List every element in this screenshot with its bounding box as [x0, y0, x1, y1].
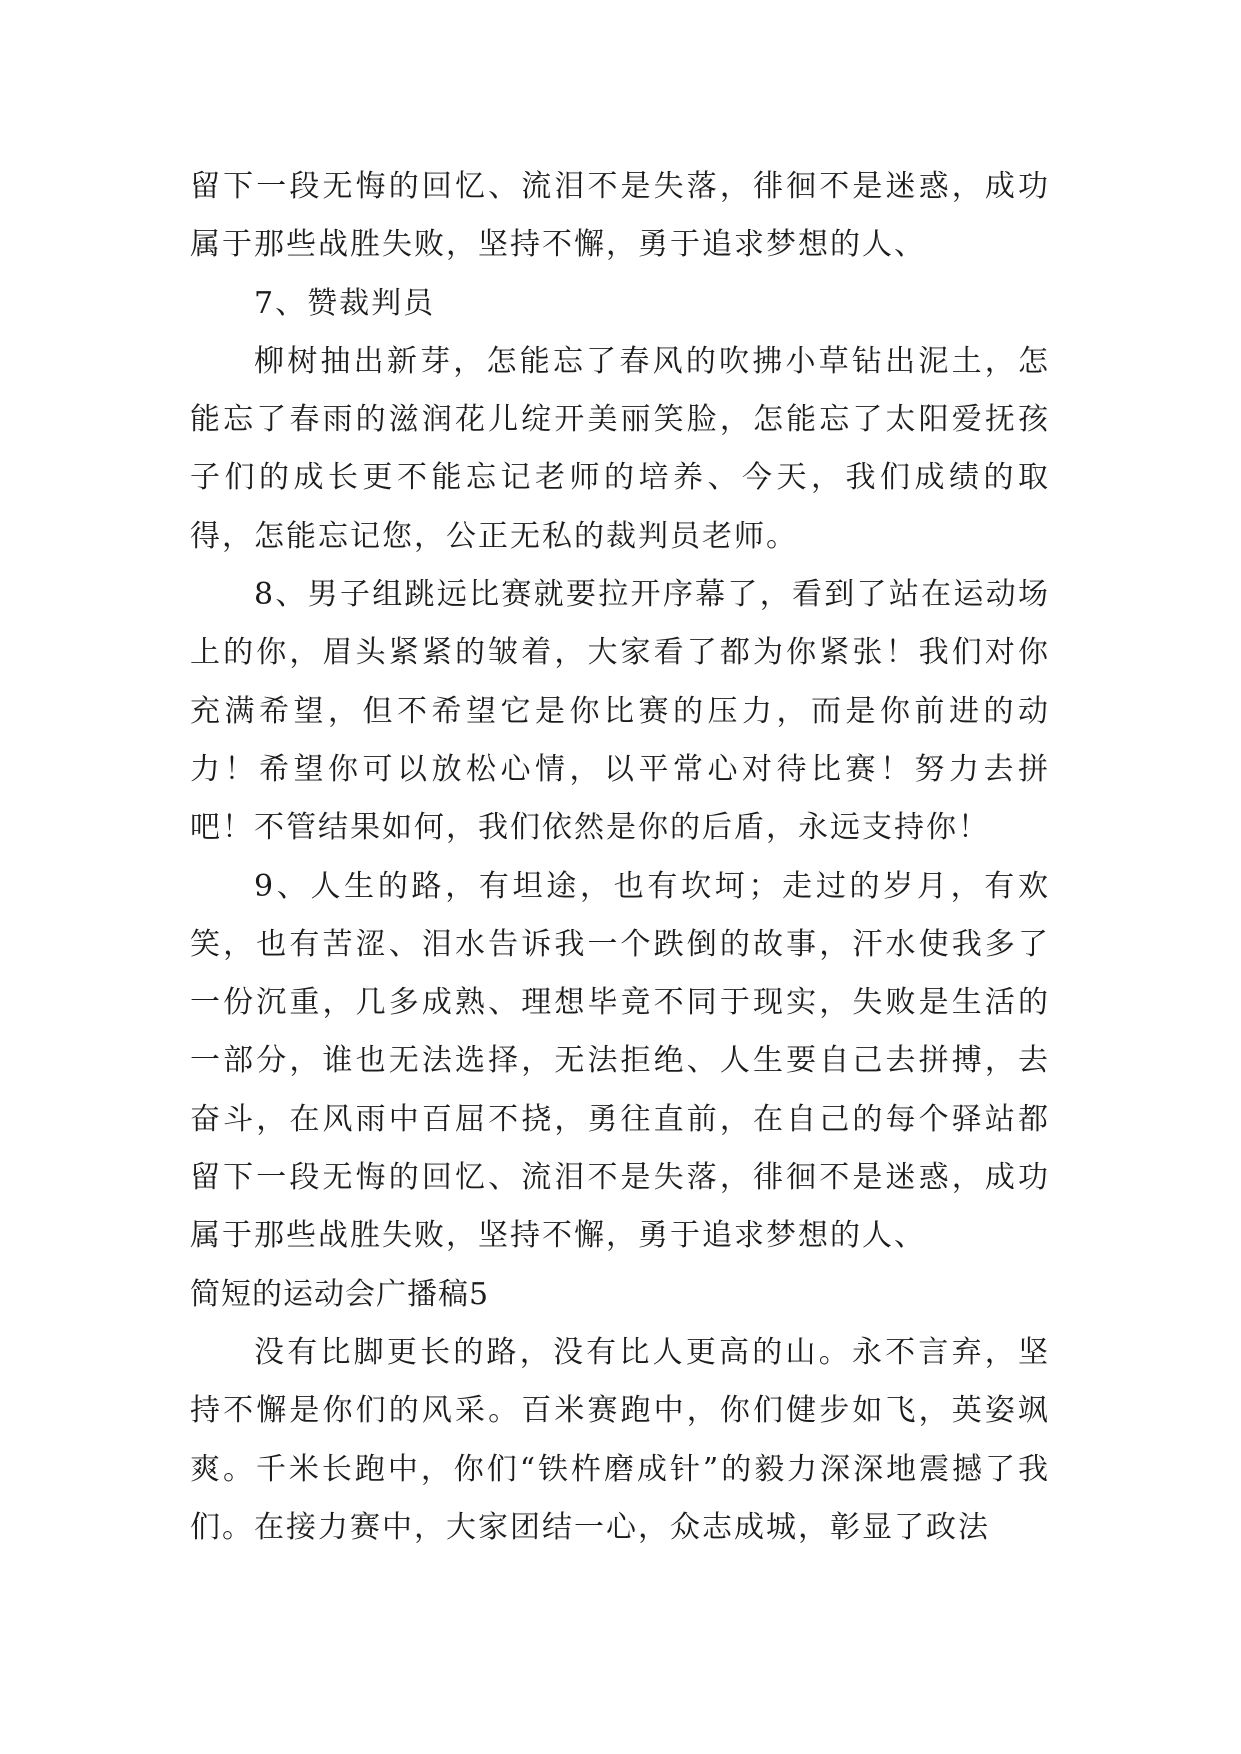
- document-body: [190, 158, 1050, 1557]
- section-title-7: 7、赞裁判员: [254, 285, 436, 321]
- paragraph-continued: 留下一段无悔的回忆、流泪不是失落，徘徊不是迷惑，成功属于那些战胜失败，坚持不懈，勇于追求梦想的人、: [190, 169, 1050, 263]
- paragraph-9-life-road: 9、人生的路，有坦途，也有坎坷；走过的岁月，有欢笑，也有苦涩、泪水告诉我一个跌倒的故事，汗水使我多了一份沉重，几多成熟、理想毕竟不同于现实，失败是生活的一部分，谁也无法选择，无法拒绝、人生要自己去拼搏，去奋斗，在风雨中百屈不挠，勇往直前，在自己的每个驿站都留下一段无悔的回忆、流泪不是失落，徘徊不是迷惑，成功属于那些战胜失败，坚持不懈，勇于追求梦想的人、: [190, 868, 1050, 1254]
- section-heading-broadcast-5: 简短的运动会广播稿5: [190, 1276, 490, 1312]
- paragraph-8-long-jump: 8、男子组跳远比赛就要拉开序幕了，看到了站在运动场上的你，眉头紧紧的皱着，大家看了都为你紧张！我们对你充满希望，但不希望它是你比赛的压力，而是你前进的动力！希望你可以放松心情，以平常心对待比赛！努力去拼吧！不管结果如何，我们依然是你的后盾，永远支持你！: [190, 577, 1050, 846]
- paragraph-no-longer-road: 没有比脚更长的路，没有比人更高的山。永不言弃，坚持不懈是你们的风采。百米赛跑中，你们健步如飞，英姿飒爽。千米长跑中，你们“铁杵磨成针”的毅力深深地震撼了我们。在接力赛中，大家团结一心，众志成城，彰显了政法: [190, 1334, 1050, 1545]
- paragraph-referee: 柳树抽出新芽，怎能忘了春风的吹拂小草钻出泥土，怎能忘了春雨的滋润花儿绽开美丽笑脸，怎能忘了太阳爱抚孩子们的成长更不能忘记老师的培养、今天，我们成绩的取得，怎能忘记您，公正无私的裁判员老师。: [190, 343, 1050, 554]
